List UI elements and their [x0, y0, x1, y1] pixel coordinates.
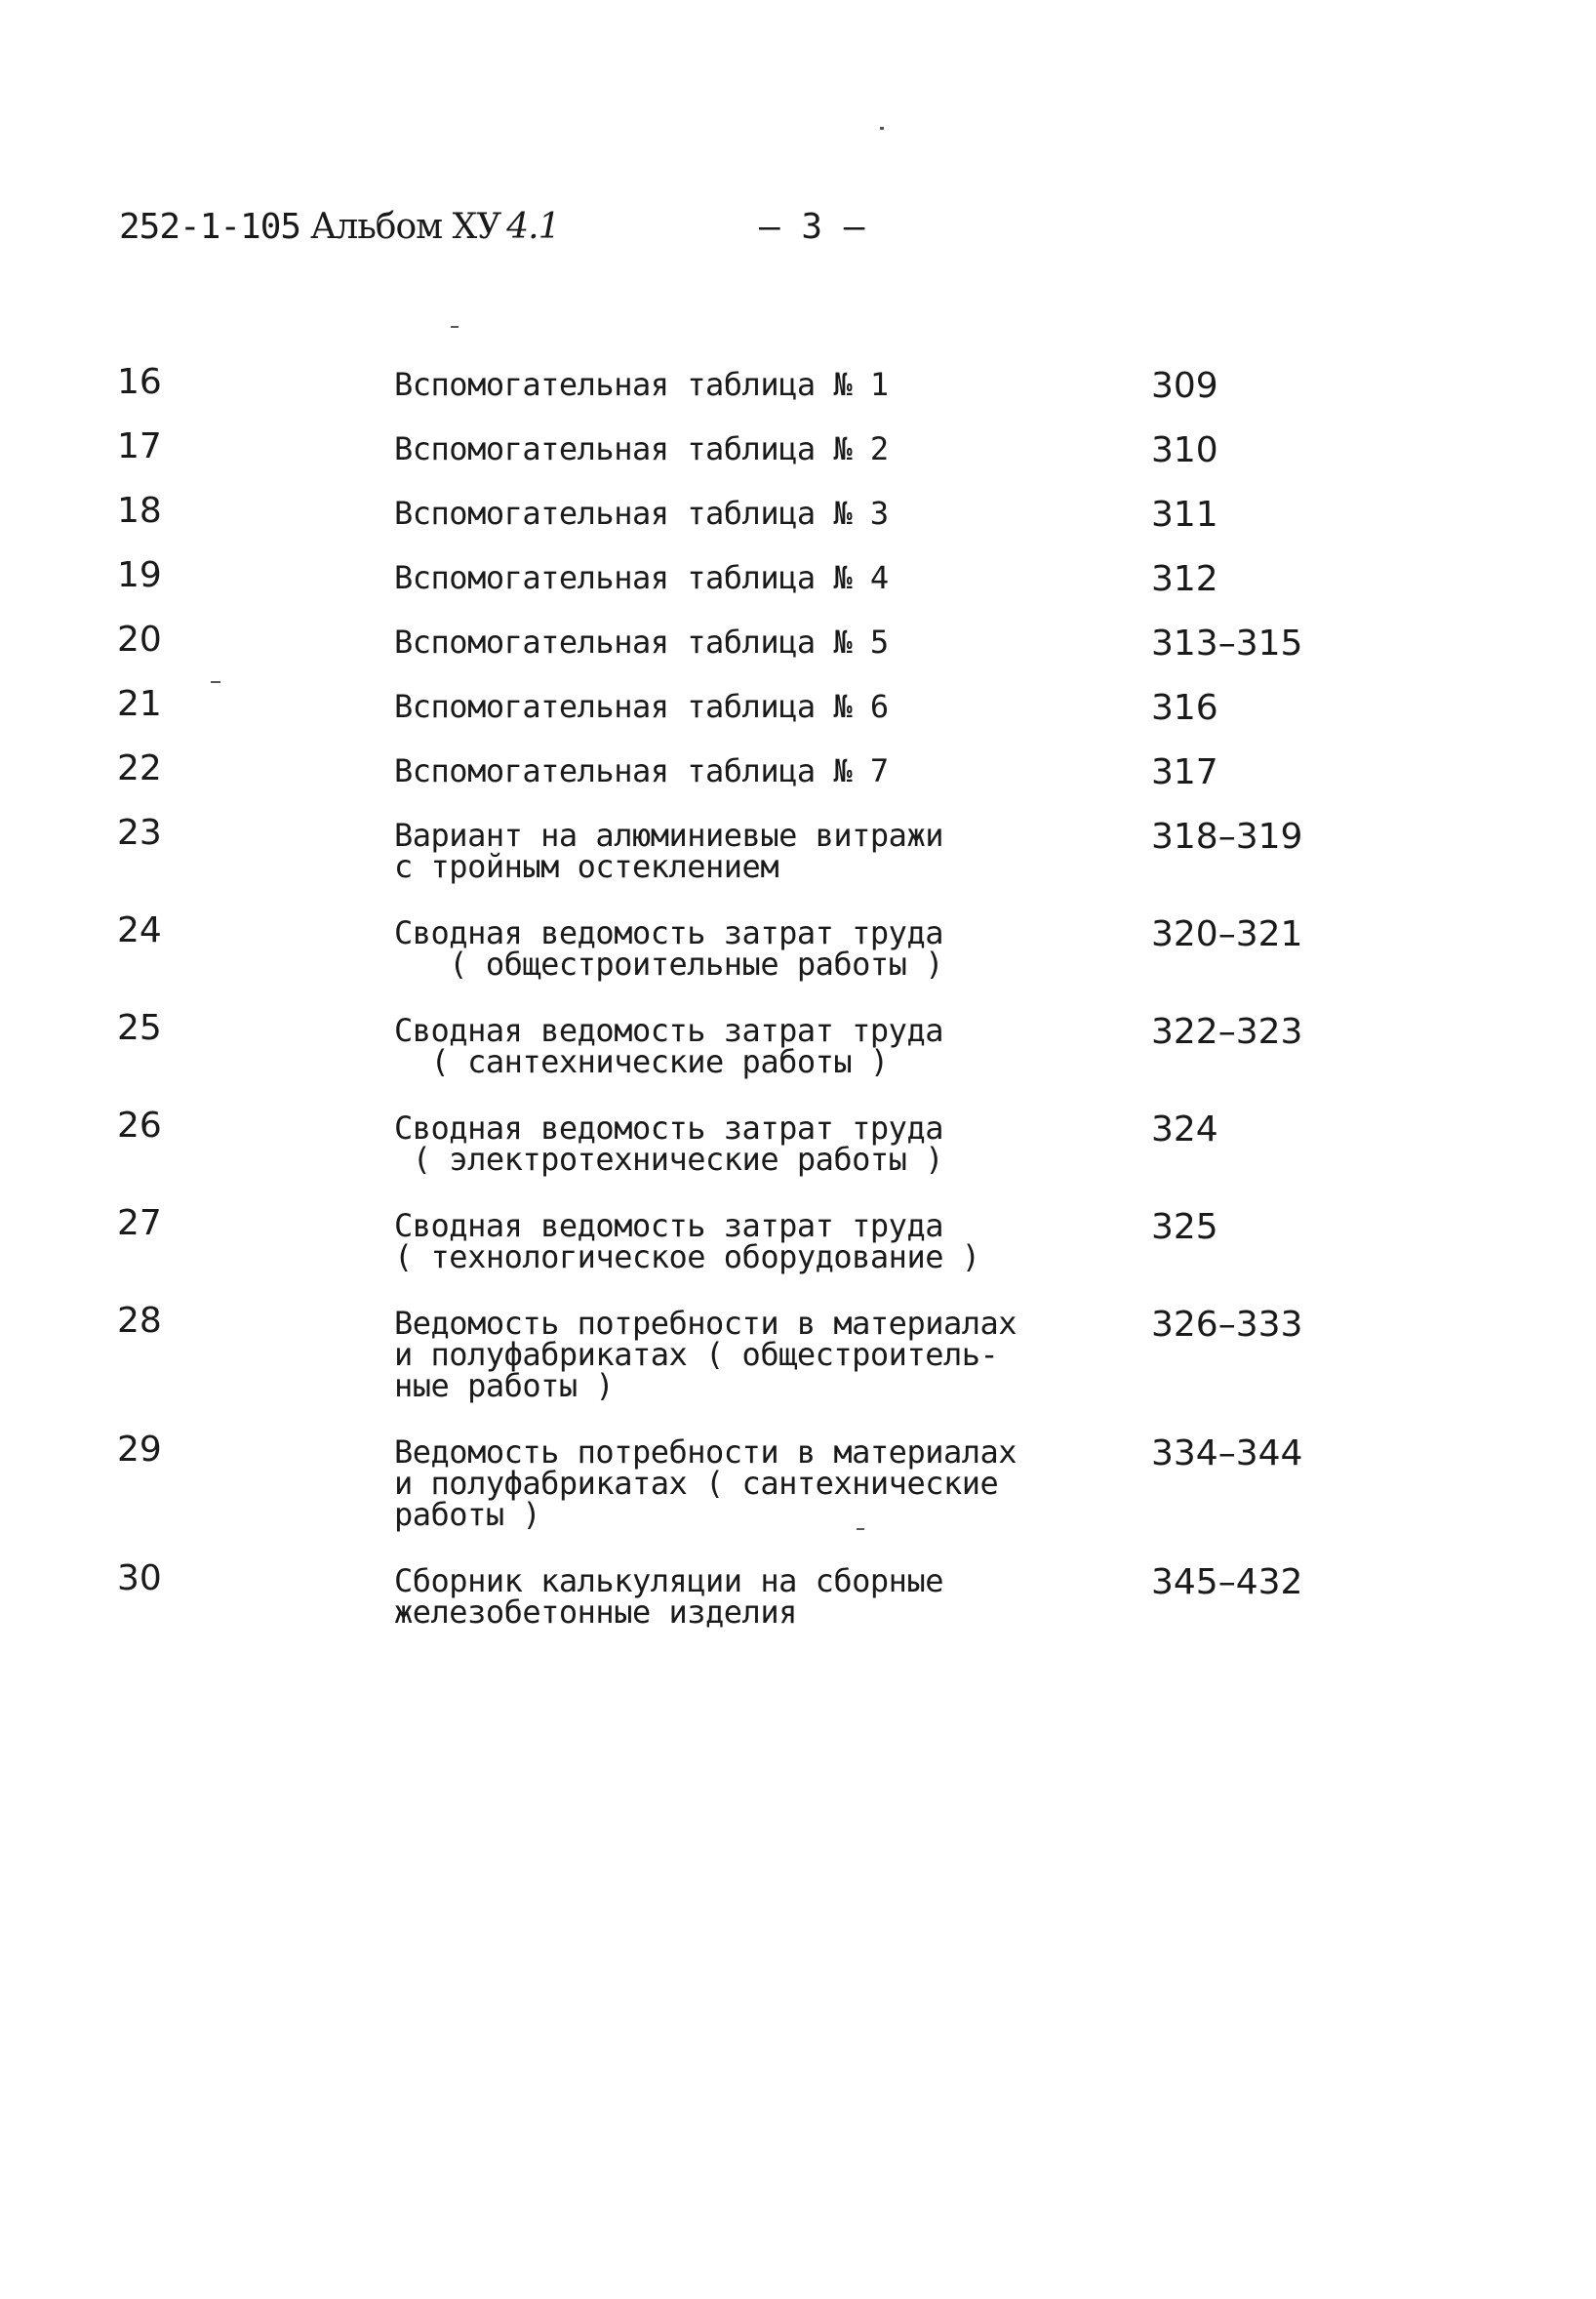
toc-item-number: 22 — [117, 748, 162, 788]
toc-item-title-line: Вспомогательная таблица № 3 — [394, 495, 889, 532]
scan-speck — [451, 326, 459, 328]
toc-item-title — [394, 559, 1116, 596]
toc-item-title-line: Вспомогательная таблица № 7 — [394, 752, 889, 789]
toc-item-number: 16 — [117, 362, 162, 402]
document-code-header — [119, 207, 560, 247]
toc-item-title-line: Сводная ведомость затрат труда — [394, 1207, 943, 1244]
album-label: Альбом ХУ — [310, 207, 501, 247]
toc-item-number: 23 — [117, 813, 162, 853]
toc-item-title-line: Вспомогательная таблица № 6 — [394, 688, 889, 725]
toc-item-number: 27 — [117, 1203, 162, 1243]
toc-item-number: 18 — [117, 491, 162, 531]
toc-item-number: 17 — [117, 426, 162, 466]
toc-item-title-line: Сводная ведомость затрат труда — [394, 914, 943, 951]
toc-item-title — [394, 817, 1116, 885]
toc-item-pages: 309 — [1151, 366, 1218, 406]
toc-item-title — [394, 366, 1116, 403]
toc-item-pages: 324 — [1151, 1109, 1218, 1150]
toc-item-title-line: и полуфабрикатах ( общестроитель- — [394, 1336, 999, 1373]
toc-item-title — [394, 624, 1116, 661]
toc-item-title — [394, 1562, 1116, 1631]
toc-item-title — [394, 688, 1116, 725]
toc-item-title-line: Сборник калькуляции на сборные — [394, 1562, 943, 1599]
toc-item-title-line: Вариант на алюминиевые витражи — [394, 817, 943, 854]
toc-item-number: 28 — [117, 1301, 162, 1341]
scan-speck — [880, 127, 884, 130]
page-number: – 3 – — [759, 207, 865, 247]
toc-item-number: 29 — [117, 1430, 162, 1470]
toc-item-pages: 325 — [1151, 1207, 1218, 1247]
toc-item-title-line: Сводная ведомость затрат труда — [394, 1012, 943, 1049]
toc-item-pages: 320–321 — [1151, 914, 1303, 954]
toc-item-title — [394, 1305, 1116, 1404]
toc-item-title — [394, 1433, 1116, 1533]
toc-item-title-line: Вспомогательная таблица № 4 — [394, 559, 889, 596]
toc-item-title — [394, 1109, 1116, 1178]
toc-item-title-line: железобетонные изделия — [394, 1593, 797, 1631]
toc-item-title-line: Вспомогательная таблица № 1 — [394, 366, 889, 403]
toc-item-title-line: Ведомость потребности в материалах — [394, 1433, 1017, 1471]
toc-item-title-line: Вспомогательная таблица № 5 — [394, 624, 889, 661]
toc-item-number: 20 — [117, 620, 162, 660]
toc-item-title-line: работы ) — [394, 1496, 541, 1533]
toc-item-number: 21 — [117, 684, 162, 724]
album-handwritten-number: 4.1 — [506, 207, 560, 247]
toc-item-title — [394, 1207, 1116, 1275]
toc-item-title-line: Сводная ведомость затрат труда — [394, 1109, 943, 1147]
toc-item-number: 26 — [117, 1106, 162, 1146]
scan-speck — [857, 1528, 864, 1530]
toc-item-pages: 312 — [1151, 559, 1218, 599]
toc-item-title-line: ( сантехнические работы ) — [394, 1043, 889, 1080]
toc-item-title-line: с тройным остеклением — [394, 848, 779, 885]
toc-item-pages: 316 — [1151, 688, 1218, 728]
toc-item-pages: 317 — [1151, 752, 1218, 792]
toc-item-title — [394, 495, 1116, 532]
toc-item-pages: 318–319 — [1151, 817, 1303, 857]
toc-item-title-line: и полуфабрикатах ( сантехнические — [394, 1465, 999, 1502]
toc-item-pages: 322–323 — [1151, 1012, 1303, 1052]
toc-item-title-line: Вспомогательная таблица № 2 — [394, 430, 889, 467]
toc-item-title — [394, 430, 1116, 467]
toc-item-title-line: ( электротехнические работы ) — [394, 1141, 943, 1178]
toc-item-title-line: ные работы ) — [394, 1367, 615, 1404]
toc-item-number: 24 — [117, 910, 162, 950]
toc-item-pages: 334–344 — [1151, 1433, 1303, 1473]
toc-item-title-line: ( технологическое оборудование ) — [394, 1238, 980, 1275]
toc-item-pages: 310 — [1151, 430, 1218, 470]
toc-item-pages: 311 — [1151, 495, 1218, 535]
toc-item-title — [394, 752, 1116, 789]
toc-item-number: 19 — [117, 555, 162, 595]
toc-item-title-line: ( общестроительные работы ) — [394, 946, 943, 983]
toc-item-number: 30 — [117, 1558, 162, 1598]
toc-item-number: 25 — [117, 1008, 162, 1048]
scan-speck — [211, 681, 220, 683]
toc-item-pages: 345–432 — [1151, 1562, 1303, 1602]
document-code: 252-1-105 — [119, 207, 301, 247]
toc-item-pages: 326–333 — [1151, 1305, 1303, 1345]
toc-item-title — [394, 1012, 1116, 1080]
toc-item-title — [394, 914, 1116, 983]
toc-item-pages: 313–315 — [1151, 624, 1303, 664]
toc-item-title-line: Ведомость потребности в материалах — [394, 1305, 1017, 1342]
